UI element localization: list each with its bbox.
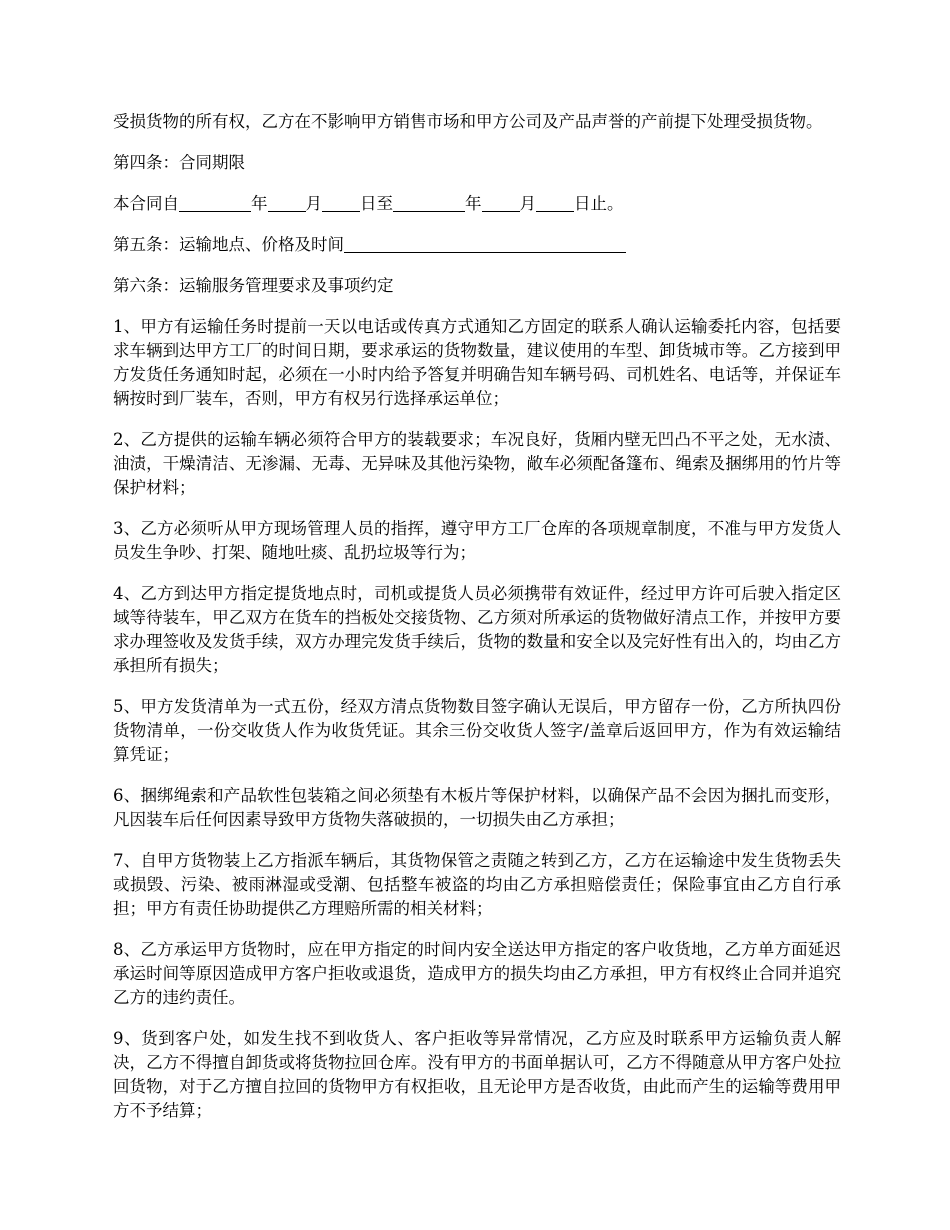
term-day-1: 日至 <box>360 194 393 213</box>
end-year-blank[interactable] <box>393 193 465 212</box>
clause-5: 5、甲方发货清单为一式五份，经双方清点货物数目签字确认无误后，甲方留存一份，乙方所执四份货物清单，一份交收货人作为收货凭证。其余三份交收货人签字/盖章后返回甲方，作为有效运输结算凭证； <box>113 697 841 764</box>
term-year-1: 年 <box>251 194 268 213</box>
clause-8: 8、乙方承运甲方货物时，应在甲方指定的时间内安全送达甲方指定的客户收货地，乙方单方面延迟承运时间等原因造成甲方客户拒收或退货，造成甲方的损失均由乙方承担，甲方有权终止合同并追究乙方的违约责任。 <box>113 940 841 1007</box>
term-day-2: 日止。 <box>574 194 624 213</box>
clause-6: 6、捆绑绳索和产品软性包装箱之间必须垫有木板片等保护材料，以确保产品不会因为捆扎而变形，凡因装车后任何因素导致甲方货物失落破损的，一切损失由乙方承担； <box>113 786 841 829</box>
end-day-blank[interactable] <box>536 193 574 212</box>
clause-1: 1、甲方有运输任务时提前一天以电话或传真方式通知乙方固定的联系人确认运输委托内容，包括要求车辆到达甲方工厂的时间日期，要求承运的货物数量，建议使用的车型、卸货城市等。乙方接到甲方发货任务通知时起，必须在一小时内给予答复并明确告知车辆号码、司机姓名、电话等，并保证车辆按时到厂装车，否则，甲方有权另行选择承运单位； <box>113 317 841 408</box>
clause-9: 9、货到客户处，如发生找不到收货人、客户拒收等异常情况，乙方应及时联系甲方运输负责人解决，乙方不得擅自卸货或将货物拉回仓库。没有甲方的书面单据认可，乙方不得随意从甲方客户处拉回货物，对于乙方擅自拉回的货物甲方有权拒收，且无论甲方是否收货，由此而产生的运输等费用甲方不予结算； <box>113 1029 841 1120</box>
clause-2: 2、乙方提供的运输车辆必须符合甲方的装载要求；车况良好，货厢内壁无凹凸不平之处，无水渍、油渍，干燥清洁、无渗漏、无毒、无异味及其他污染物，敞车必须配备篷布、绳索及捆绑用的竹片等保护材料； <box>113 430 841 497</box>
end-month-blank[interactable] <box>482 193 520 212</box>
clause-7: 7、自甲方货物装上乙方指派车辆后，其货物保管之责随之转到乙方，乙方在运输途中发生货物丢失或损毁、污染、被雨淋湿或受潮、包括整车被盗的均由乙方承担赔偿责任；保险事宜由乙方自行承担；甲方有责任协助提供乙方理赔所需的相关材料； <box>113 851 841 918</box>
term-month-2: 月 <box>519 194 536 213</box>
start-month-blank[interactable] <box>268 193 306 212</box>
start-year-blank[interactable] <box>179 193 251 212</box>
term-year-2: 年 <box>465 194 482 213</box>
article-6-heading: 第六条：运输服务管理要求及事项约定 <box>113 276 394 295</box>
contract-page <box>113 110 841 1140</box>
paragraph-damaged-goods: 受损货物的所有权，乙方在不影响甲方销售市场和甲方公司及产品声誉的产前提下处理受损货物。 <box>113 112 823 131</box>
contract-term-line <box>113 192 841 216</box>
clause-3: 3、乙方必须听从甲方现场管理人员的指挥，遵守甲方工厂仓库的各项规章制度，不准与甲方发货人员发生争吵、打架、随地吐痰、乱扔垃圾等行为； <box>113 519 841 562</box>
term-month-1: 月 <box>305 194 322 213</box>
term-prefix: 本合同自 <box>113 194 179 213</box>
clause-4: 4、乙方到达甲方指定提货地点时，司机或提货人员必须携带有效证件，经过甲方许可后驶入指定区域等待装车，甲乙双方在货车的挡板处交接货物、乙方须对所承运的货物做好清点工作，并按甲方要求办理签收及发货手续，双方办理完发货手续后，货物的数量和安全以及完好性有出入的，均由乙方承担所有损失； <box>113 584 841 675</box>
start-day-blank[interactable] <box>322 193 360 212</box>
article-5-line <box>113 233 841 257</box>
article-4-heading: 第四条：合同期限 <box>113 153 245 172</box>
article-5-heading: 第五条：运输地点、价格及时间 <box>113 235 344 254</box>
transport-details-blank[interactable] <box>344 234 626 253</box>
